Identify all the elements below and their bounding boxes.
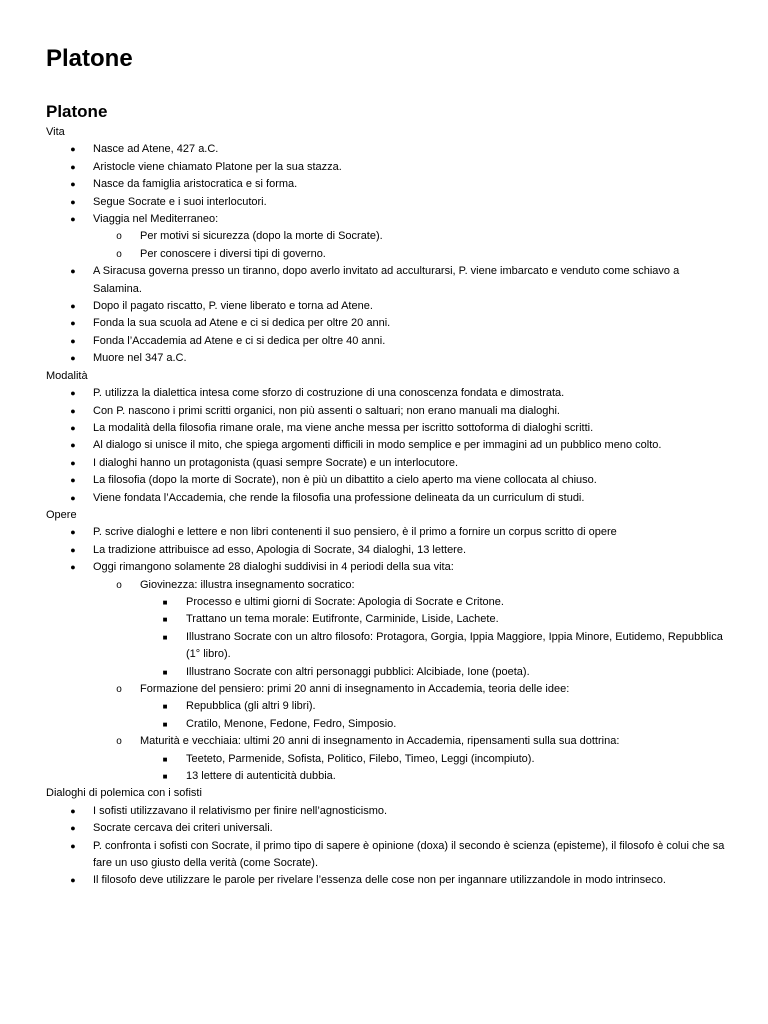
list-item: [0, 228, 768, 245]
bullet-disc-icon: ●: [70, 422, 76, 433]
bullet-disc-icon: ●: [70, 527, 76, 538]
list-item-text: I dialoghi hanno un protagonista (quasi sempre Socrate) e un interlocutore.: [93, 456, 459, 469]
list-item: [0, 524, 768, 541]
list-item-text: Dopo il pagato riscatto, P. viene liberato e torna ad Atene.: [93, 300, 373, 313]
list-item: [0, 838, 768, 873]
list-item-text: Viaggia nel Mediterraneo:: [93, 213, 219, 226]
list-item-text: Al dialogo si unisce il mito, che spiega argomenti difficili in modo semplice e per immagini ad un pubblico meno colto.: [93, 439, 662, 452]
bullet-disc-icon: ●: [70, 475, 76, 486]
list-item: [0, 350, 768, 367]
section-heading: Modalità: [46, 369, 88, 382]
list-item: [0, 315, 768, 332]
bullet-disc-icon: ●: [70, 544, 76, 555]
bullet-disc-icon: ●: [70, 805, 76, 816]
list-item: [0, 211, 768, 228]
list-item-text: P. confronta i sofisti con Socrate, il primo tipo di sapere è opinione (doxa) il secondo è scienza (episteme), il filosofo è colui che sa fare un uso giusto della verità (come Socrate).: [93, 839, 725, 870]
list-item: [0, 246, 768, 263]
list-item: [0, 472, 768, 489]
list-item: [0, 803, 768, 820]
bullet-disc-icon: ●: [70, 318, 76, 329]
bullet-disc-icon: ●: [70, 196, 76, 207]
bullet-disc-icon: ●: [70, 823, 76, 834]
list-item-text: Fonda l’Accademia ad Atene e ci si dedica per oltre 40 anni.: [93, 334, 386, 347]
bullet-square-icon: ■: [162, 632, 168, 642]
list-item-text: Teeteto, Parmenide, Sofista, Politico, Filebo, Timeo, Leggi (incompiuto).: [186, 752, 535, 765]
list-item-text: Giovinezza: illustra insegnamento socratico:: [140, 578, 355, 591]
section-heading: Dialoghi di polemica con i sofisti: [46, 787, 202, 800]
list-item: [0, 141, 768, 158]
list-item: [0, 629, 768, 664]
list-item-text: La modalità della filosofia rimane orale, ma viene anche messa per iscritto sottoforma di dialoghi scritti.: [93, 421, 594, 434]
list-item: [0, 194, 768, 211]
bullet-square-icon: ■: [162, 719, 168, 729]
bullet-disc-icon: ●: [70, 875, 76, 886]
list-item-text: Repubblica (gli altri 9 libri).: [186, 700, 316, 713]
bullet-square-icon: ■: [162, 754, 168, 764]
list-item: [0, 403, 768, 420]
bullet-square-icon: ■: [162, 597, 168, 607]
list-item-text: Per motivi si sicurezza (dopo la morte di Socrate).: [140, 230, 383, 243]
list-item-text: Il filosofo deve utilizzare le parole per rivelare l’essenza delle cose non per ingannare utilizzandole in modo intrinseco.: [93, 874, 666, 887]
list-item-text: Nasce da famiglia aristocratica e si forma.: [93, 178, 298, 191]
section-heading: Opere: [46, 508, 77, 521]
list-item-text: Nasce ad Atene, 427 a.C.: [93, 143, 219, 156]
bullet-circle-icon: o: [116, 231, 122, 243]
bullet-square-icon: ■: [162, 667, 168, 677]
list-item-text: Trattano un tema morale: Eutifronte, Carminide, Liside, Lachete.: [186, 613, 499, 626]
bullet-circle-icon: o: [116, 684, 122, 695]
list-item-text: P. scrive dialoghi e lettere e non libri contenenti il suo pensiero, è il primo a fornire un corpus scritto di opere: [93, 526, 617, 539]
list-item: [0, 437, 768, 454]
bullet-square-icon: ■: [162, 772, 168, 782]
list-item: [0, 716, 768, 733]
bullet-circle-icon: o: [116, 579, 122, 591]
list-item-text: La filosofia (dopo la morte di Socrate), non è più un dibattito a cielo aperto ma viene collocata al chiuso.: [93, 474, 597, 487]
list-item: [0, 733, 768, 750]
document-subtitle: Platone: [46, 102, 108, 121]
list-item-text: A Siracusa governa presso un tiranno, dopo averlo invitato ad acculturarsi, P. viene imbarcato e venduto come schiavo a Salamina.: [93, 265, 680, 295]
document-body: [0, 124, 768, 890]
list-item-text: Segue Socrate e i suoi interlocutori.: [93, 195, 267, 208]
list-item-text: Con P. nascono i primi scritti organici, non più assenti o saltuari; non erano manuali ma dialoghi.: [93, 404, 560, 417]
bullet-disc-icon: ●: [70, 353, 76, 364]
list-item-text: Processo e ultimi giorni di Socrate: Apologia di Socrate e Critone.: [186, 595, 504, 608]
list-item-text: I sofisti utilizzavano il relativismo per finire nell’agnosticismo.: [93, 804, 388, 817]
list-item: [0, 176, 768, 193]
list-item: [0, 577, 768, 594]
bullet-disc-icon: ●: [70, 144, 76, 155]
list-item-text: Formazione del pensiero: primi 20 anni di insegnamento in Accademia, teoria delle idee:: [140, 683, 570, 695]
bullet-disc-icon: ●: [70, 492, 76, 503]
bullet-square-icon: ■: [162, 615, 168, 625]
bullet-disc-icon: ●: [70, 388, 76, 399]
bullet-disc-icon: ●: [70, 562, 76, 573]
bullet-disc-icon: ●: [70, 301, 76, 312]
bullet-disc-icon: ●: [70, 405, 76, 416]
list-item: [0, 298, 768, 315]
list-item-text: Illustrano Socrate con un altro filosofo: Protagora, Gorgia, Ippia Maggiore, Ippia Minore, Eutidemo, Repubblica (1° libro).: [186, 630, 723, 661]
list-item-text: Per conoscere i diversi tipi di governo.: [140, 247, 326, 260]
bullet-disc-icon: ●: [70, 440, 76, 451]
list-item: [0, 559, 768, 576]
list-item: [0, 872, 768, 889]
bullet-disc-icon: ●: [70, 161, 76, 172]
list-item-text: P. utilizza la dialettica intesa come sforzo di costruzione di una conoscenza fondata e dimostrata.: [93, 387, 565, 400]
list-item: [0, 768, 768, 785]
list-item: [0, 490, 768, 507]
list-item: [0, 611, 768, 628]
list-item: [0, 664, 768, 681]
section-heading: Vita: [46, 126, 65, 138]
list-item: [0, 420, 768, 437]
list-item: [0, 751, 768, 768]
list-item-text: 13 lettere di autenticità dubbia.: [186, 770, 336, 783]
list-item: [0, 594, 768, 611]
list-item: [0, 333, 768, 350]
bullet-disc-icon: ●: [70, 840, 76, 851]
list-item: [0, 263, 768, 298]
list-item: [0, 159, 768, 176]
bullet-disc-icon: ●: [70, 179, 76, 190]
list-item: [0, 681, 768, 698]
list-item: [0, 385, 768, 402]
list-item-text: Cratilo, Menone, Fedone, Fedro, Simposio.: [186, 717, 397, 730]
list-item-text: Oggi rimangono solamente 28 dialoghi suddivisi in 4 periodi della sua vita:: [93, 561, 454, 574]
bullet-disc-icon: ●: [70, 457, 76, 468]
list-item-text: Aristocle viene chiamato Platone per la sua stazza.: [93, 160, 342, 173]
list-item-text: La tradizione attribuisce ad esso, Apologia di Socrate, 34 dialoghi, 13 lettere.: [93, 543, 467, 556]
list-item-text: Fonda la sua scuola ad Atene e ci si dedica per oltre 20 anni.: [93, 317, 391, 330]
list-item-text: Illustrano Socrate con altri personaggi pubblici: Alcibiade, Ione (poeta).: [186, 665, 530, 678]
list-item: [0, 542, 768, 559]
list-item-text: Muore nel 347 a.C.: [93, 352, 187, 365]
bullet-disc-icon: ●: [70, 214, 76, 225]
list-item-text: Maturità e vecchiaia: ultimi 20 anni di insegnamento in Accademia, ripensamenti sulla sua dottrina:: [140, 735, 620, 748]
bullet-circle-icon: o: [116, 248, 122, 260]
bullet-square-icon: ■: [162, 702, 168, 712]
list-item: [0, 455, 768, 472]
document-title: Platone: [46, 45, 133, 72]
list-item-text: Socrate cercava dei criteri universali.: [93, 822, 273, 835]
bullet-disc-icon: ●: [70, 266, 76, 277]
bullet-circle-icon: o: [116, 736, 122, 748]
bullet-disc-icon: ●: [70, 335, 76, 346]
list-item: [0, 698, 768, 715]
list-item-text: Viene fondata l’Accademia, che rende la filosofia una professione delineata da un curriculum di studi.: [93, 491, 585, 504]
list-item: [0, 820, 768, 837]
